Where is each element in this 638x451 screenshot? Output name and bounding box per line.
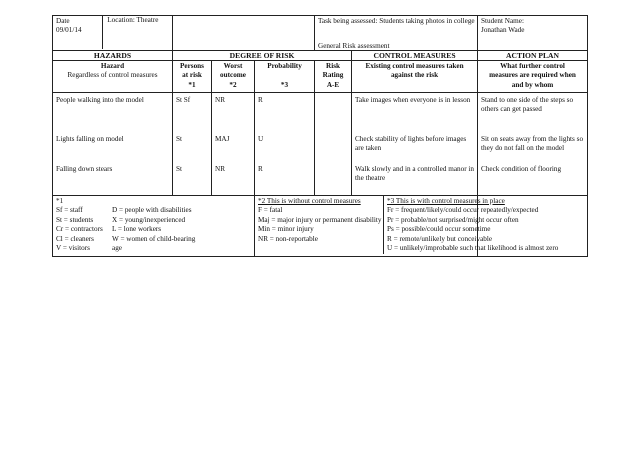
note3-line-3: Ps = possible/could occur sometime bbox=[387, 225, 491, 234]
action-col bbox=[478, 93, 588, 196]
student-value: Jonathan Wade bbox=[481, 26, 525, 35]
action-entry-2: Sit on seats away from the lights so they do not fall on the model bbox=[481, 135, 584, 153]
note1-left-1: Sf = staff bbox=[56, 206, 83, 215]
worst-col bbox=[212, 93, 255, 196]
rating-col bbox=[315, 93, 352, 196]
control-col-header bbox=[352, 61, 478, 93]
column-header-row bbox=[53, 61, 588, 93]
prob-entry-1: R bbox=[258, 96, 263, 104]
task-text: Task being assessed: Students taking photos in college bbox=[318, 17, 475, 25]
control-col-sub: against the risk bbox=[390, 71, 439, 80]
risk-assessment-table bbox=[52, 15, 588, 257]
hazard-entry-3: Falling down stears bbox=[56, 165, 113, 173]
hazard-col bbox=[53, 93, 173, 196]
action-entry-3: Check condition of flooring bbox=[481, 165, 562, 173]
persons-entry-1: St Sf bbox=[176, 96, 191, 104]
note2-title: *2 This is without control measures bbox=[258, 197, 361, 205]
rating-col-header bbox=[315, 61, 352, 93]
control-entry-2: Check stability of lights before images are taken bbox=[355, 135, 467, 153]
task-sub-text: General Risk assessment bbox=[318, 41, 390, 50]
persons-col-sub: at risk bbox=[182, 71, 202, 80]
student-cell bbox=[478, 16, 588, 51]
student-label: Student Name: bbox=[481, 17, 524, 25]
persons-col bbox=[173, 93, 212, 196]
legend-row bbox=[53, 196, 588, 257]
note3-line-1: Fr = frequent/likely/could occur repeatedly/expected bbox=[387, 206, 539, 215]
note1-title: *1 bbox=[56, 197, 64, 205]
note3-title: *3 This is with control measures in place bbox=[387, 197, 505, 205]
prob-col bbox=[255, 93, 315, 196]
prob-entry-2: U bbox=[258, 135, 264, 143]
worst-entry-1: NR bbox=[215, 96, 225, 104]
hazard-col-title: Hazard bbox=[100, 62, 125, 70]
control-col bbox=[352, 93, 478, 196]
worst-col-note: *2 bbox=[229, 80, 237, 89]
note1-right-2: X = young/inexperienced bbox=[112, 215, 186, 224]
persons-col-header bbox=[173, 61, 212, 93]
note2-line-4: NR = non-reportable bbox=[258, 234, 318, 243]
prob-entry-3: R bbox=[258, 165, 263, 173]
action-col-sub1: measures are required when bbox=[489, 71, 576, 80]
worst-entry-2: MAJ bbox=[215, 135, 230, 143]
hazard-col-sub: Regardless of control measures bbox=[67, 71, 158, 80]
rating-col-title: Risk bbox=[326, 62, 340, 70]
note1-right-3: L = lone workers bbox=[112, 225, 162, 234]
persons-col-note: *1 bbox=[188, 80, 196, 89]
legend-note2 bbox=[255, 196, 559, 257]
worst-entry-3: NR bbox=[215, 165, 225, 173]
task-cell bbox=[315, 16, 478, 51]
note3-line-5: U = unlikely/improbable such that likelihood is almost zero bbox=[387, 244, 559, 253]
action-col-title: What further control bbox=[500, 62, 565, 70]
degree-band: DEGREE OF RISK bbox=[173, 51, 352, 61]
risk-assessment-sheet bbox=[52, 15, 587, 257]
note1-left-3: Cr = contractors bbox=[56, 225, 103, 234]
note1-left-2: St = students bbox=[56, 215, 94, 224]
control-band: CONTROL MEASURES bbox=[352, 51, 478, 61]
worst-col-header bbox=[212, 61, 255, 93]
note3-line-2: Pr = probable/not surprised/might occur often bbox=[387, 215, 519, 224]
rating-col-note: A-E bbox=[326, 80, 340, 89]
note1-left-4: Cl = cleaners bbox=[56, 234, 94, 243]
date-value: 09/01/14 bbox=[56, 26, 82, 35]
action-col-header bbox=[478, 61, 588, 93]
hazard-col-header bbox=[53, 61, 173, 93]
hazard-body-row bbox=[53, 93, 588, 196]
action-band: ACTION PLAN bbox=[478, 51, 588, 61]
worst-col-title: Worst bbox=[223, 62, 243, 70]
note2-line-2: Maj = major injury or permanent disability bbox=[258, 215, 382, 224]
persons-entry-2: St bbox=[176, 135, 182, 143]
prob-col-note: *3 bbox=[280, 80, 289, 89]
location-spacer bbox=[173, 16, 315, 51]
worst-col-sub: outcome bbox=[220, 71, 246, 80]
header-row bbox=[53, 16, 588, 51]
control-entry-3: Walk slowly and in a controlled manor in the theatre bbox=[355, 165, 475, 183]
note1-left-5: V = visitors bbox=[56, 244, 90, 253]
prob-col-title: Probability bbox=[267, 62, 302, 70]
location-text: Location: Theatre bbox=[107, 16, 159, 24]
note2-line-3: Min = minor injury bbox=[258, 225, 314, 234]
note2-line-1: F = fatal bbox=[258, 206, 283, 215]
rating-col-sub: Rating bbox=[322, 71, 344, 80]
control-col-title: Existing control measures taken bbox=[365, 62, 464, 70]
control-entry-1: Take images when everyone is in lesson bbox=[355, 96, 471, 104]
note1-right-1: D = people with disabilities bbox=[112, 206, 192, 215]
note1-right-5: age bbox=[112, 244, 122, 253]
action-entry-1: Stand to one side of the steps so others can get passed bbox=[481, 96, 574, 114]
note1-right-4: W = women of child-bearing bbox=[112, 234, 196, 243]
hazards-band: HAZARDS bbox=[53, 51, 173, 61]
persons-entry-3: St bbox=[176, 165, 182, 173]
persons-col-title: Persons bbox=[180, 62, 204, 70]
date-cell bbox=[53, 16, 173, 51]
action-col-sub2: and by whom bbox=[511, 80, 554, 89]
legend-note1 bbox=[53, 196, 255, 257]
hazard-entry-2: Lights falling on model bbox=[56, 135, 124, 143]
hazard-entry-1: People walking into the model bbox=[56, 96, 144, 104]
section-band-row bbox=[53, 51, 588, 61]
prob-col-header bbox=[255, 61, 315, 93]
note3-line-4: R = remote/unlikely but conceivable bbox=[387, 234, 493, 243]
date-label: Date bbox=[56, 17, 70, 25]
